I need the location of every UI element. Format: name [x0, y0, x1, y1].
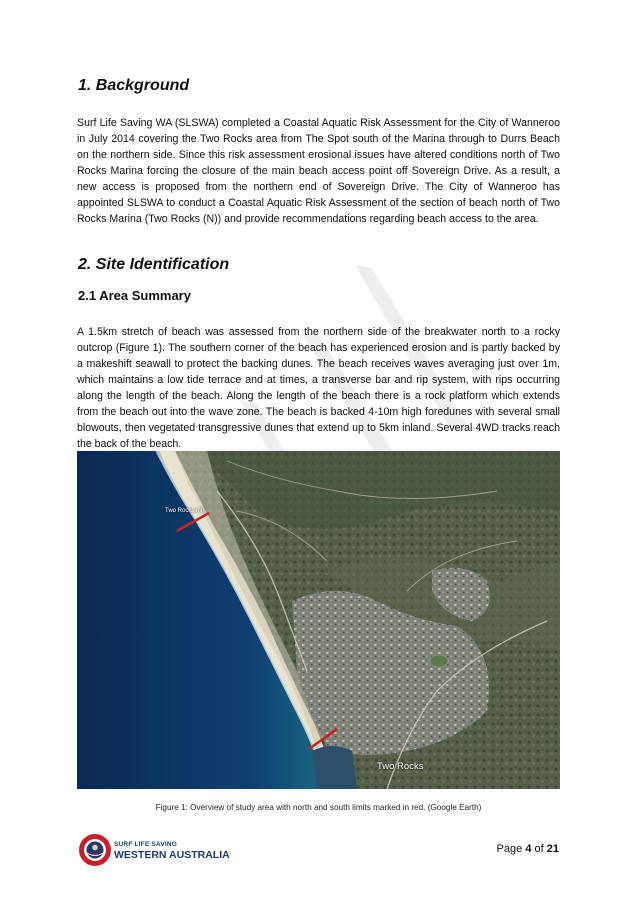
page-of: of: [534, 843, 544, 855]
figure-caption: Figure 1: Overview of study area with north and south limits marked in red. (Google Earth): [155, 803, 482, 812]
satellite-map-image: [77, 451, 560, 789]
section-heading-site-identification: 2. Site Identification: [78, 256, 230, 273]
area-summary-paragraph: A 1.5km stretch of beach was assessed from the northern side of the breakwater north to a rocky outcrop (Figure 1). The southern corner of the beach has experienced erosion and is partly backed by a makeshift seawall to protect the backing dunes. The beach receives waves averaging just over 1m, which maintains a low tide terrace and at times, a transverse bar and rip system, with rips occurring along the length of the beach. Along the length of the beach there is a rock platform which extends from the beach out into the wave zone. The beach is backed 4-10m high foredunes with several small blowouts, then vegetated transgressive dunes that extend up to 5km inland. Several 4WD tracks reach the back of the beach.: [77, 326, 560, 450]
logo-text-western-australia: WESTERN AUSTRALIA: [114, 849, 230, 861]
page-number: [497, 843, 559, 855]
subsection-heading-area-summary: 2.1 Area Summary: [78, 288, 191, 303]
satellite-map-figure: [77, 451, 560, 789]
page-current: 4: [525, 843, 532, 855]
map-label-two-rocks-town: Two Rocks: [377, 761, 424, 772]
page-label: Page: [496, 843, 523, 855]
map-label-two-rocks-north: Two Rocks (N): [165, 508, 205, 514]
page-total: 21: [546, 843, 559, 855]
logo-text-surf-life-saving: SURF LIFE SAVING: [114, 841, 178, 848]
section-heading-background: 1. Background: [78, 77, 190, 94]
background-paragraph: Surf Life Saving WA (SLSWA) completed a Coastal Aquatic Risk Assessment for the City of Wanneroo in July 2014 covering the Two Rocks area from The Spot south of the Marina through to Durrs Beach on the northern side. Since this risk assessment erosional issues have altered conditions north of Two Rocks Marina forcing the closure of the main beach access point off Sovereign Drive. As a result, a new access is proposed from the northern end of Sovereign Drive. The City of Wanneroo has appointed SLSWA to conduct a Coastal Aquatic Risk Assessment of the section of beach north of Two Rocks Marina (Two Rocks (N)) and provide recommendations regarding beach access to the area.: [77, 117, 560, 225]
